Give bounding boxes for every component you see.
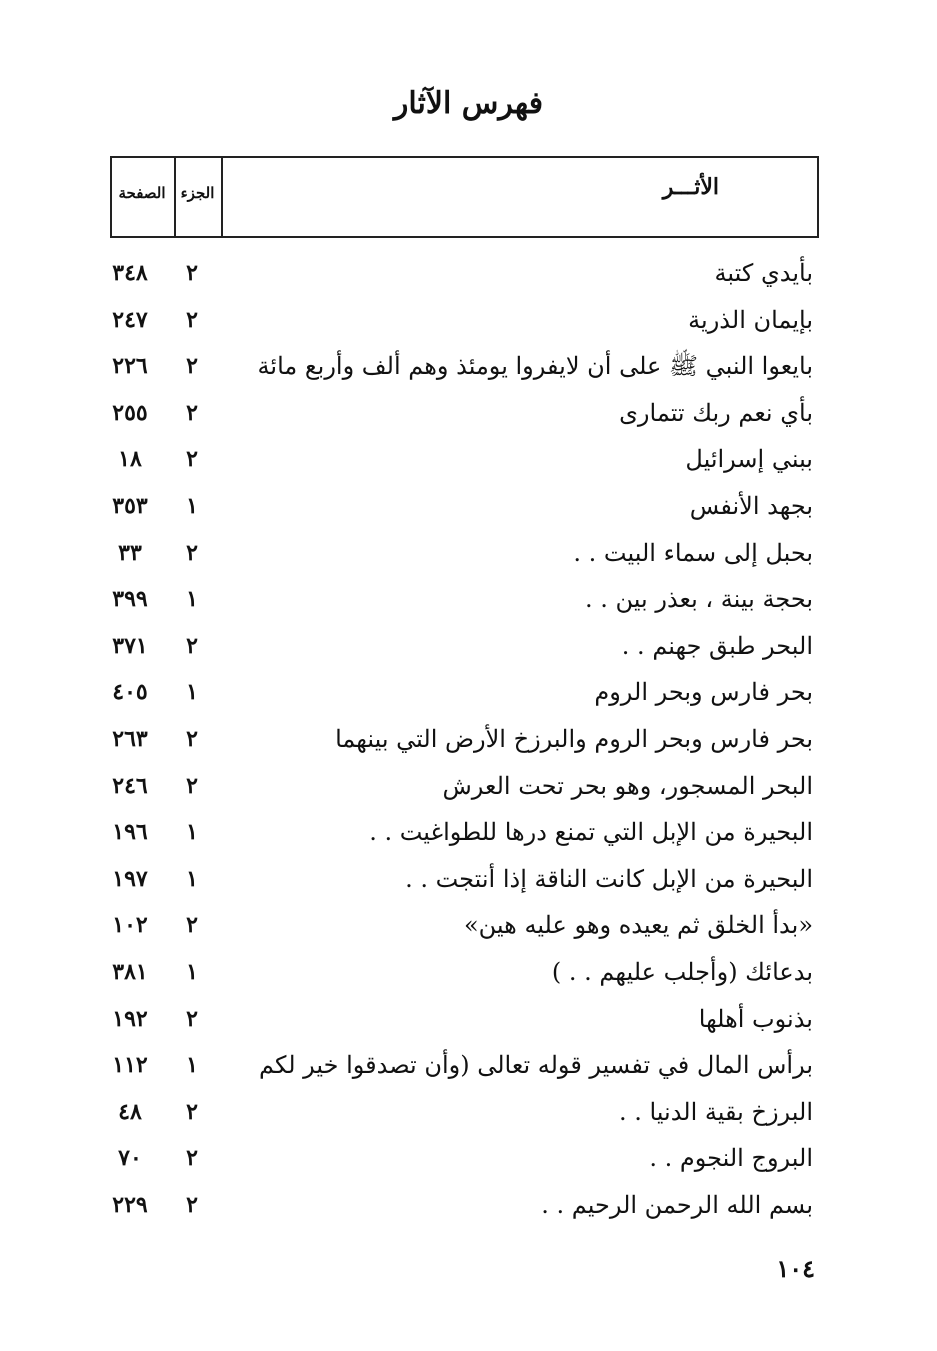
list-item: [100, 856, 819, 903]
entry-text: بحجة بينة ، بعذر بين . .: [585, 585, 813, 614]
entry-volume: ٢: [186, 399, 198, 426]
header-athar-cell: [221, 158, 817, 236]
entry-text: بإيمان الذرية: [688, 305, 813, 334]
entry-page: ٣٥٣: [112, 492, 148, 519]
list-item: [100, 949, 819, 996]
entry-text: البرزخ بقية الدنيا . .: [618, 1097, 813, 1126]
entry-page: ١٨: [118, 446, 142, 473]
entry-page: ٢٤٧: [112, 306, 148, 333]
list-item: [100, 716, 819, 763]
list-item: [100, 1089, 819, 1136]
entry-volume: ٢: [186, 772, 198, 799]
list-item: [100, 1135, 819, 1182]
entry-page: ٢٢٦: [112, 353, 148, 380]
entry-text: بأي نعم ربك تتمارى: [619, 398, 813, 427]
entry-text: برأس المال في تفسير قوله تعالى (وأن تصدقوا خير لكم: [258, 1051, 813, 1080]
list-item: [100, 623, 819, 670]
entry-volume: ٢: [186, 1098, 198, 1125]
entry-page: ٢٦٣: [112, 725, 148, 752]
list-item: [100, 809, 819, 856]
list-item: [100, 1182, 819, 1229]
entry-text: بجهد الأنفس: [689, 491, 813, 520]
list-item: [100, 297, 819, 344]
entry-page: ٣٨١: [112, 958, 148, 985]
entry-text: بسم الله الرحمن الرحيم . .: [541, 1190, 813, 1219]
list-item: [100, 250, 819, 297]
entry-page: ٤٠٥: [112, 679, 148, 706]
entry-volume: ١: [186, 958, 198, 985]
header-athar: الأثـــر: [662, 174, 719, 200]
list-item: [100, 576, 819, 623]
entry-page: ٢٥٥: [112, 399, 148, 426]
entry-page: ٣٣: [118, 539, 142, 566]
list-item: [100, 902, 819, 949]
entry-text: بحر فارس وبحر الروم والبرزخ الأرض التي بينهما: [335, 724, 813, 753]
list-item: [100, 483, 819, 530]
entry-volume: ٢: [186, 446, 198, 473]
list-item: [100, 436, 819, 483]
entry-page: ٢٢٩: [112, 1191, 148, 1218]
entry-page: ٧٠: [118, 1145, 142, 1172]
entry-page: ٣٧١: [112, 632, 148, 659]
entry-text: البحيرة من الإبل التي تمنع درها للطواغيت . .: [369, 818, 813, 847]
entry-volume: ٢: [186, 353, 198, 380]
entry-page: ٣٤٨: [112, 260, 148, 286]
entry-text: «بدأ الخلق ثم يعيده وهو عليه هين»: [463, 911, 813, 940]
list-item: [100, 763, 819, 810]
entry-text: بحر فارس وبحر الروم: [594, 678, 813, 707]
entry-volume: ١: [186, 865, 198, 892]
entry-volume: ٢: [186, 1005, 198, 1032]
entry-page: ١٩٧: [112, 865, 148, 892]
entry-volume: ١: [186, 492, 198, 519]
entry-text: بأيدي كتبة: [714, 259, 813, 287]
list-item: [100, 996, 819, 1043]
entry-page: ١١٢: [112, 1052, 148, 1079]
entry-page: ٣٩٩: [112, 586, 148, 613]
entry-volume: ٢: [186, 1191, 198, 1218]
entry-text: بحبل إلى سماء البيت . .: [573, 538, 813, 567]
list-item: [100, 390, 819, 437]
header-juz: الجزء: [174, 158, 219, 236]
entry-volume: ٢: [186, 260, 198, 286]
entry-text: البحر المسجور، وهو بحر تحت العرش: [442, 771, 813, 800]
entry-volume: ٢: [186, 1145, 198, 1172]
entry-page: ٢٤٦: [112, 772, 148, 799]
entry-volume: ١: [186, 679, 198, 706]
entry-volume: ١: [186, 586, 198, 613]
entry-page: ١٩٦: [112, 819, 148, 846]
entry-text: ببني إسرائيل: [685, 445, 813, 474]
entry-page: ١٠٢: [112, 912, 148, 939]
page-title: فهرس الآثار: [393, 86, 544, 121]
entry-text: بايعوا النبي ﷺ على أن لايفروا يومئذ وهم ألف وأربع مائة: [257, 352, 813, 381]
index-list: [100, 250, 819, 1228]
page-number: ١٠٤: [776, 1254, 815, 1283]
entry-text: البروج النجوم . .: [649, 1144, 813, 1173]
header-safha: الصفحة: [118, 184, 166, 202]
entry-page: ٤٨: [118, 1098, 142, 1125]
entry-volume: ١: [186, 1052, 198, 1079]
entry-volume: ٢: [186, 912, 198, 939]
entry-text: البحر طبق جهنم . .: [621, 631, 813, 660]
list-item: [100, 343, 819, 390]
entry-volume: ٢: [186, 632, 198, 659]
entry-volume: ٢: [186, 725, 198, 752]
entry-volume: ٢: [186, 539, 198, 566]
list-item: [100, 530, 819, 577]
entry-text: البحيرة من الإبل كانت الناقة إذا أنتجت . .: [405, 864, 813, 893]
entry-volume: ١: [186, 819, 198, 846]
entry-volume: ٢: [186, 306, 198, 333]
entry-text: بذنوب أهلها: [698, 1004, 813, 1033]
list-item: [100, 669, 819, 716]
list-item: [100, 1042, 819, 1089]
table-header: [110, 156, 819, 238]
entry-text: بدعائك (وأجلب عليهم . . ): [551, 957, 813, 986]
entry-page: ١٩٢: [112, 1005, 148, 1032]
